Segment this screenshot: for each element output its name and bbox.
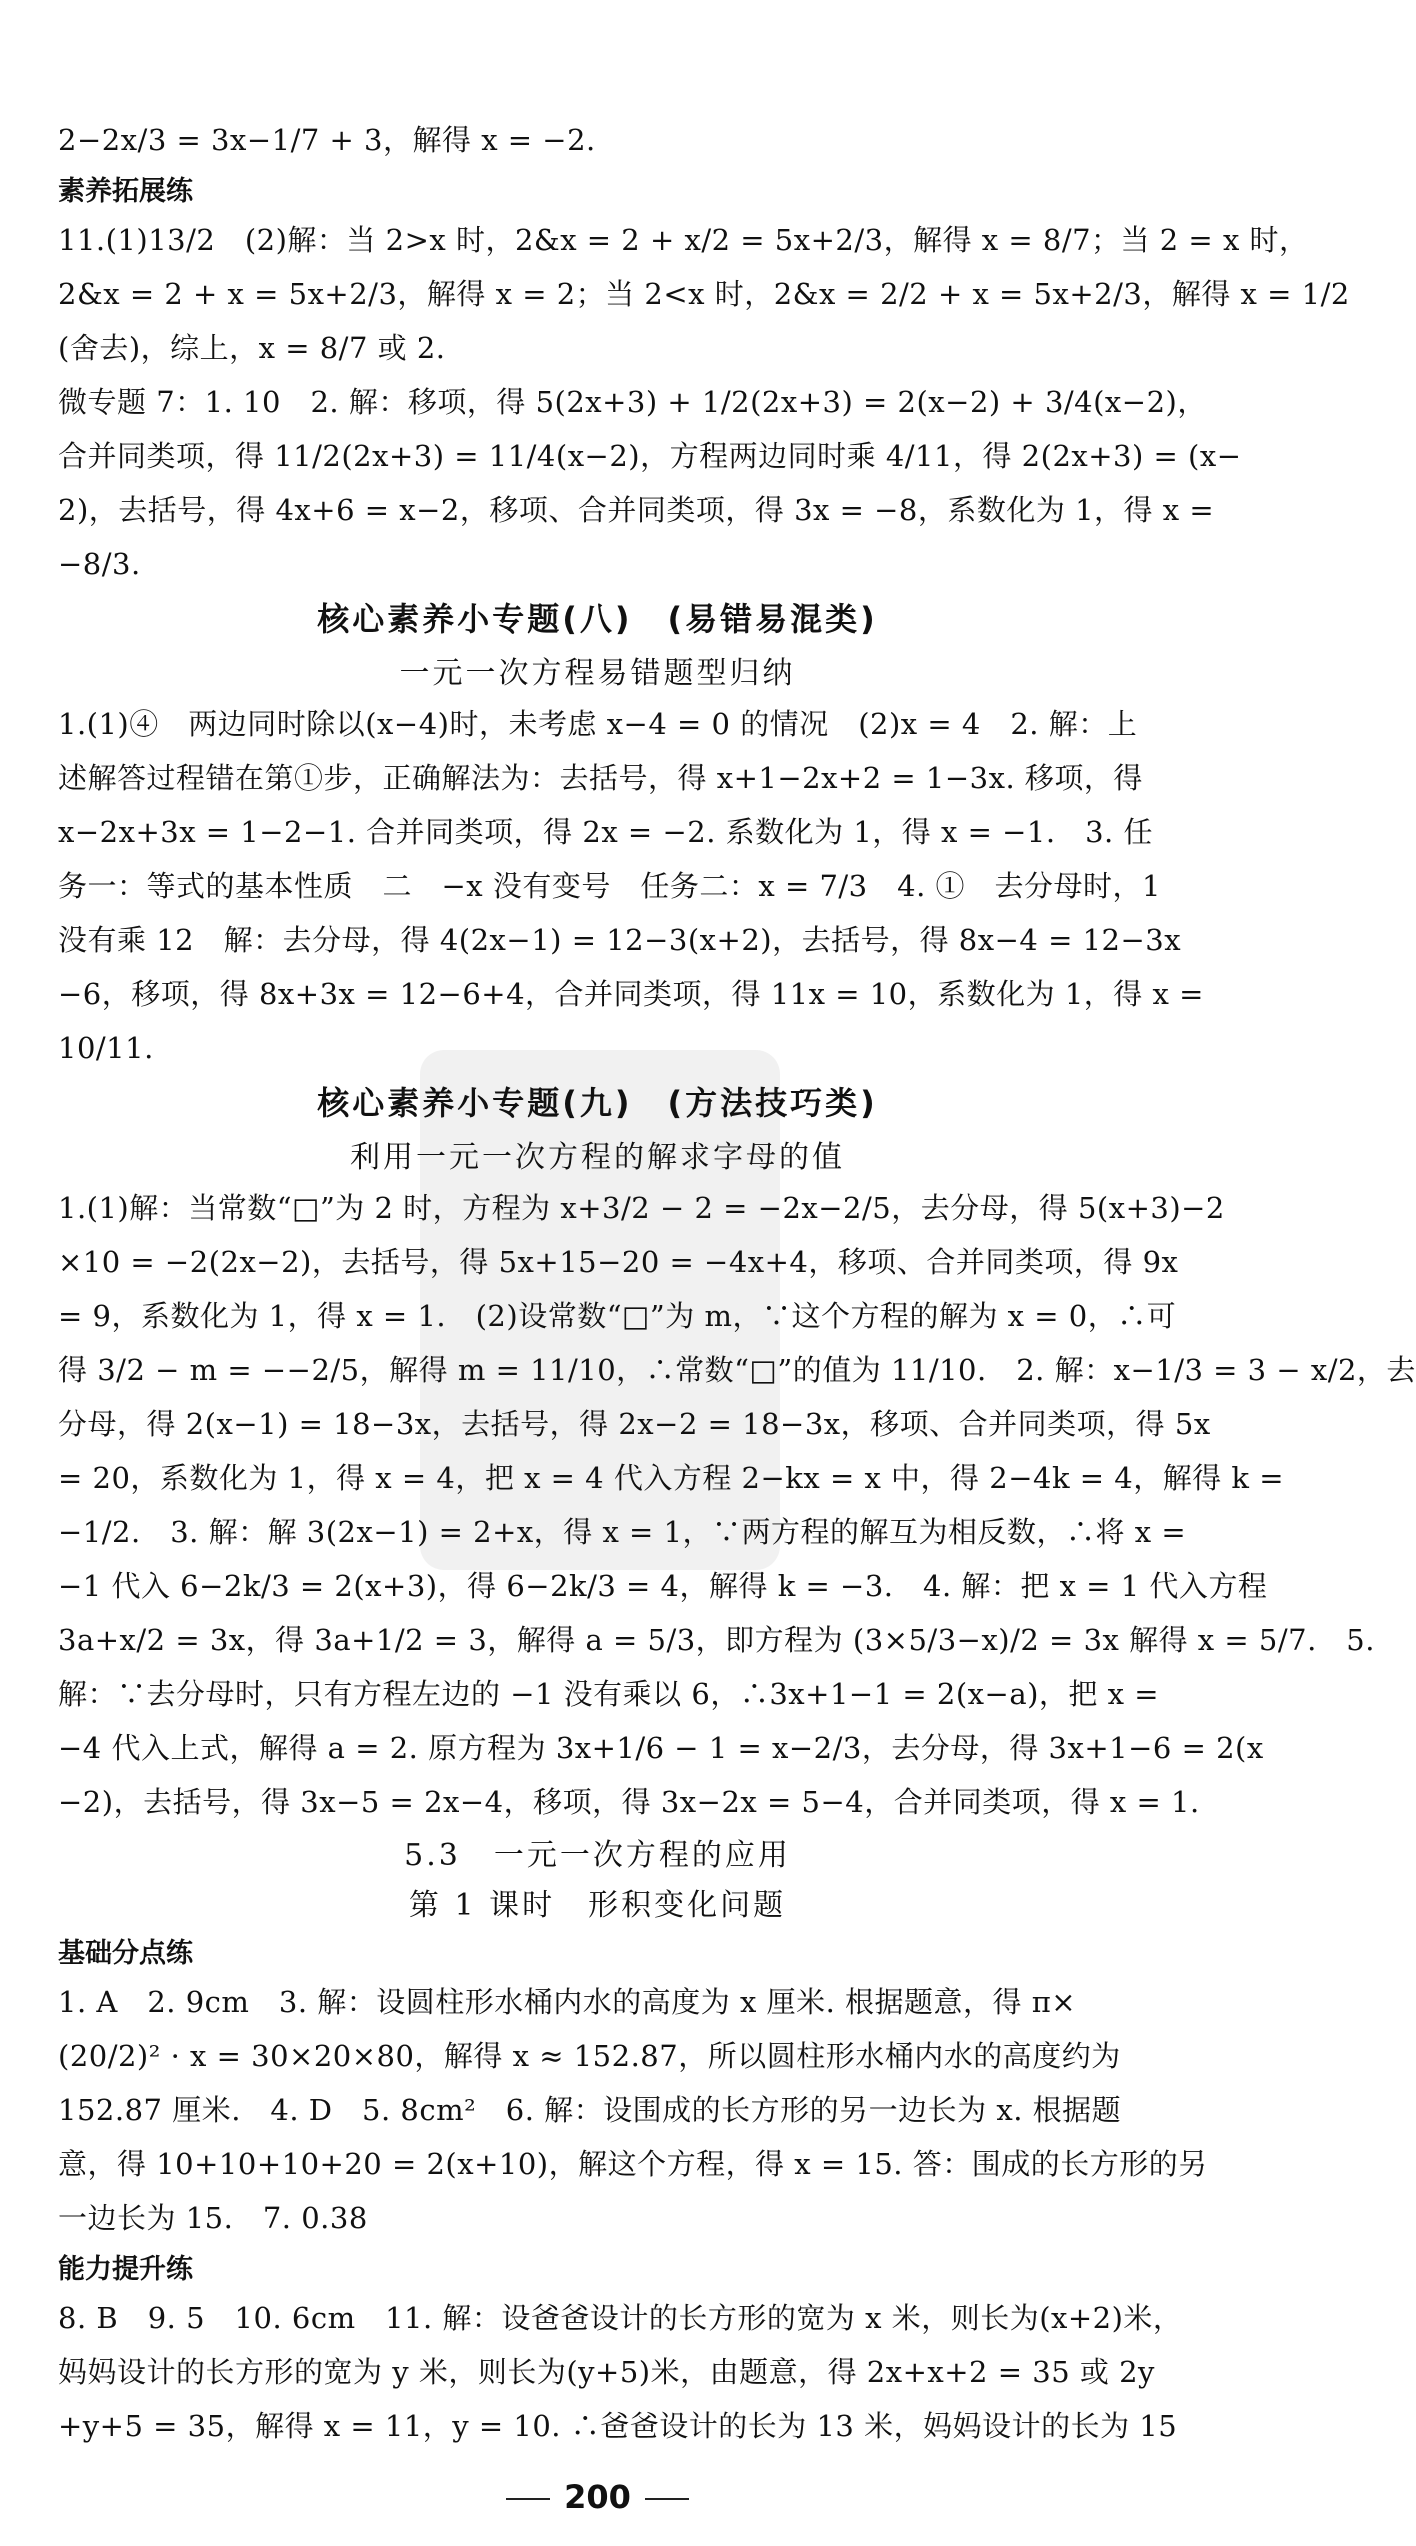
answer-line: 得 3/2 − m = −−2/5，解得 m = 11/10，∴常数“□”的值为 11/10. 2. 解：x−1/3 = 3 − x/2，去 bbox=[58, 1353, 1416, 1387]
answer-line: 1.(1)解：当常数“□”为 2 时，方程为 x+3/2 − 2 = −2x−2/5，去分母，得 5(x+3)−2 bbox=[58, 1191, 1225, 1225]
answer-line: (20/2)² · x = 30×20×80，解得 x ≈ 152.87，所以圆柱形水桶内水的高度约为 bbox=[58, 2039, 1121, 2073]
topic-subtitle: 利用一元一次方程的解求字母的值 bbox=[350, 1140, 845, 1175]
topic-subtitle: 第 1 课时 形积变化问题 bbox=[408, 1888, 787, 1923]
answer-line: 2)，去括号，得 4x+6 = x−2，移项、合并同类项，得 3x = −8，系数化为 1，得 x = bbox=[58, 493, 1215, 527]
answer-line: −4 代入上式，解得 a = 2. 原方程为 3x+1/6 − 1 = x−2/3，去分母，得 3x+1−6 = 2(x bbox=[58, 1731, 1264, 1765]
topic-subtitle: 5.3 一元一次方程的应用 bbox=[404, 1838, 791, 1873]
answer-line: −8/3. bbox=[58, 547, 141, 581]
answer-line: 合并同类项，得 11/2(2x+3) = 11/4(x−2)，方程两边同时乘 4/11，得 2(2x+3) = (x− bbox=[58, 439, 1242, 473]
page-number: 200 bbox=[0, 2478, 1195, 2516]
answer-line: −1/2. 3. 解：解 3(2x−1) = 2+x，得 x = 1，∵两方程的解互为相反数，∴将 x = bbox=[58, 1515, 1187, 1549]
answer-line: 1.(1)④ 两边同时除以(x−4)时，未考虑 x−4 = 0 的情况 (2)x = 4 2. 解：上 bbox=[58, 707, 1138, 741]
answer-line: (舍去)，综上，x = 8/7 或 2. bbox=[58, 331, 446, 365]
answer-line: 8. B 9. 5 10. 6cm 11. 解：设爸爸设计的长方形的宽为 x 米，则长为(x+2)米， bbox=[58, 2301, 1183, 2335]
answer-line: 妈妈设计的长方形的宽为 y 米，则长为(y+5)米，由题意，得 2x+x+2 = 35 或 2y bbox=[58, 2355, 1155, 2389]
answer-line: −1 代入 6−2k/3 = 2(x+3)，得 6−2k/3 = 4，解得 k = −3. 4. 解：把 x = 1 代入方程 bbox=[58, 1569, 1268, 1603]
answer-line: −2)，去括号，得 3x−5 = 2x−4，移项，得 3x−2x = 5−4，合并同类项，得 x = 1. bbox=[58, 1785, 1200, 1819]
section-heading: 素养拓展练 bbox=[58, 176, 193, 207]
page-number-left-rule bbox=[506, 2498, 550, 2500]
answer-line: 3a+x/2 = 3x，得 3a+1/2 = 3，解得 a = 5/3，即方程为 (3×5/3−x)/2 = 3x 解得 x = 5/7. 5. bbox=[58, 1623, 1375, 1657]
answer-line: 没有乘 12 解：去分母，得 4(2x−1) = 12−3(x+2)，去括号，得 8x−4 = 12−3x bbox=[58, 923, 1182, 957]
answer-line: −6，移项，得 8x+3x = 12−6+4，合并同类项，得 11x = 10，系数化为 1，得 x = bbox=[58, 977, 1204, 1011]
answer-line: 述解答过程错在第①步，正确解法为：去括号，得 x+1−2x+2 = 1−3x. 移项，得 bbox=[58, 761, 1143, 795]
topic-subtitle: 一元一次方程易错题型归纳 bbox=[399, 656, 796, 691]
answer-line: 1. A 2. 9cm 3. 解：设圆柱形水桶内水的高度为 x 厘米. 根据题意，得 π× bbox=[58, 1985, 1077, 2019]
answer-line: 2&x = 2 + x = 5x+2/3，解得 x = 2；当 2<x 时，2&x = 2/2 + x = 5x+2/3，解得 x = 1/2 bbox=[58, 277, 1350, 311]
answer-line: 152.87 厘米. 4. D 5. 8cm² 6. 解：设围成的长方形的另一边长为 x. 根据题 bbox=[58, 2093, 1122, 2127]
topic-title: 核心素养小专题(九) (方法技巧类) bbox=[317, 1084, 878, 1122]
answer-line: 微专题 7：1. 10 2. 解：移项，得 5(2x+3) + 1/2(2x+3) = 2(x−2) + 3/4(x−2)， bbox=[58, 385, 1207, 419]
answer-line: ×10 = −2(2x−2)，去括号，得 5x+15−20 = −4x+4，移项、合并同类项，得 9x bbox=[58, 1245, 1179, 1279]
topic-title: 核心素养小专题(八) (易错易混类) bbox=[317, 600, 878, 638]
answer-line: 10/11. bbox=[58, 1031, 154, 1065]
answer-line: 一边长为 15. 7. 0.38 bbox=[58, 2201, 368, 2235]
answer-line: = 9，系数化为 1，得 x = 1. (2)设常数“□”为 m，∵这个方程的解为 x = 0，∴可 bbox=[58, 1299, 1177, 1333]
answer-line: 解：∵去分母时，只有方程左边的 −1 没有乘以 6，∴3x+1−1 = 2(x−a)，把 x = bbox=[58, 1677, 1160, 1711]
section-heading: 基础分点练 bbox=[58, 1938, 193, 1969]
page-number-right-rule bbox=[645, 2498, 689, 2500]
section-heading: 能力提升练 bbox=[58, 2254, 193, 2285]
answer-line: +y+5 = 35，解得 x = 11，y = 10. ∴爸爸设计的长为 13 米，妈妈设计的长为 15 bbox=[58, 2409, 1178, 2443]
answer-line: = 20，系数化为 1，得 x = 4，把 x = 4 代入方程 2−kx = x 中，得 2−4k = 4，解得 k = bbox=[58, 1461, 1285, 1495]
answer-line: 务一：等式的基本性质 二 −x 没有变号 任务二：x = 7/3 4. ① 去分母时，1 bbox=[58, 869, 1161, 903]
answer-line: 意，得 10+10+10+20 = 2(x+10)，解这个方程，得 x = 15. 答：围成的长方形的另 bbox=[58, 2147, 1208, 2181]
answer-line: 2−2x/3 = 3x−1/7 + 3，解得 x = −2. bbox=[58, 123, 596, 157]
answer-line: x−2x+3x = 1−2−1. 合并同类项，得 2x = −2. 系数化为 1，得 x = −1. 3. 任 bbox=[58, 815, 1153, 849]
answer-line: 分母，得 2(x−1) = 18−3x，去括号，得 2x−2 = 18−3x，移项、合并同类项，得 5x bbox=[58, 1407, 1211, 1441]
answer-line: 11.(1)13/2 (2)解：当 2>x 时，2&x = 2 + x/2 = 5x+2/3，解得 x = 8/7；当 2 = x 时， bbox=[58, 223, 1309, 257]
